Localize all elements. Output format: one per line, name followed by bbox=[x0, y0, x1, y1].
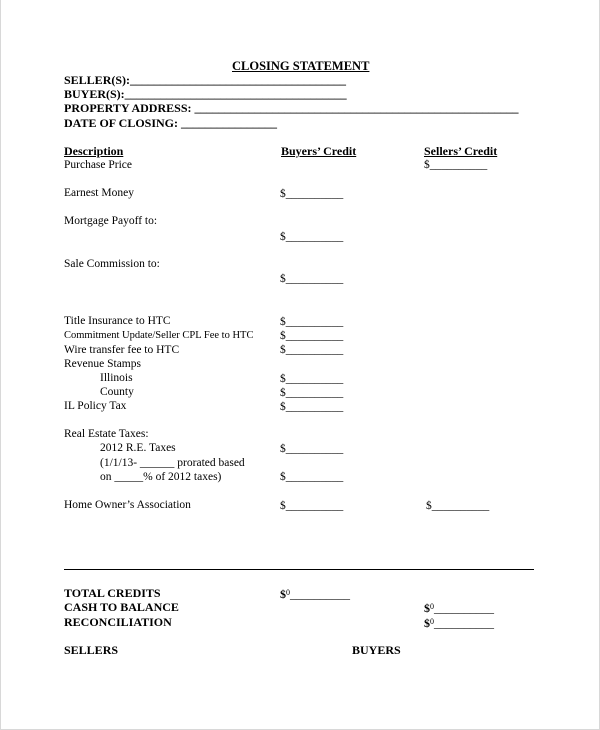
seller-blank[interactable]: ____________________________________ bbox=[130, 73, 347, 87]
purchase-price-seller-amount[interactable]: $__________ bbox=[424, 159, 488, 171]
row-2012-re-taxes: 2012 R.E. Taxes bbox=[100, 442, 176, 454]
wire-transfer-buyer-amount[interactable]: $__________ bbox=[280, 344, 344, 356]
property-address-blank[interactable]: ______________________________________________________ bbox=[194, 101, 519, 115]
seller-label: SELLER(S): bbox=[64, 73, 131, 87]
illinois-buyer-amount[interactable]: $__________ bbox=[280, 373, 344, 385]
column-sellers-credit: Sellers’ Credit bbox=[424, 144, 498, 158]
earnest-money-buyer-amount[interactable]: $__________ bbox=[280, 188, 344, 200]
column-description: Description bbox=[64, 144, 124, 158]
sellers-signature-label: SELLERS bbox=[64, 643, 119, 657]
row-il-policy-tax: IL Policy Tax bbox=[64, 400, 127, 412]
page-edge-left bbox=[0, 0, 1, 730]
date-of-closing-field bbox=[64, 116, 277, 130]
row-real-estate-taxes: Real Estate Taxes: bbox=[64, 428, 149, 440]
date-of-closing-blank[interactable]: ________________ bbox=[181, 116, 278, 130]
property-address-label: PROPERTY ADDRESS: bbox=[64, 101, 192, 115]
totals-divider bbox=[64, 569, 534, 570]
re-taxes-2012-buyer-amount[interactable]: $__________ bbox=[280, 443, 344, 455]
hoa-buyer-amount[interactable]: $__________ bbox=[280, 500, 344, 512]
reconciliation-dollar: $ bbox=[424, 616, 430, 630]
row-county: County bbox=[100, 386, 134, 398]
commitment-update-buyer-amount[interactable]: $__________ bbox=[280, 330, 344, 342]
column-buyers-credit: Buyers’ Credit bbox=[281, 144, 357, 158]
row-sale-commission: Sale Commission to: bbox=[64, 258, 160, 270]
reconciliation-underline: __________ bbox=[434, 616, 494, 630]
row-prorated-line1: (1/1/13- ______ prorated based bbox=[100, 457, 245, 469]
mortgage-payoff-buyer-amount[interactable]: $__________ bbox=[280, 231, 344, 243]
prorated-buyer-amount[interactable]: $__________ bbox=[280, 471, 344, 483]
row-commitment-update: Commitment Update/Seller CPL Fee to HTC bbox=[64, 330, 254, 341]
total-credits-value: 0 bbox=[286, 588, 290, 597]
cash-to-balance-seller-amount bbox=[424, 600, 494, 615]
row-purchase-price: Purchase Price bbox=[64, 159, 133, 171]
reconciliation-label: RECONCILIATION bbox=[64, 615, 172, 629]
cash-to-balance-dollar: $ bbox=[424, 601, 430, 615]
total-credits-label: TOTAL CREDITS bbox=[64, 586, 161, 600]
total-credits-buyer-amount bbox=[280, 586, 350, 601]
row-title-insurance: Title Insurance to HTC bbox=[64, 315, 171, 327]
buyer-blank[interactable]: _____________________________________ bbox=[124, 87, 347, 101]
reconciliation-value: 0 bbox=[430, 617, 434, 626]
row-wire-transfer: Wire transfer fee to HTC bbox=[64, 344, 180, 356]
row-hoa: Home Owner’s Association bbox=[64, 499, 191, 511]
buyer-label: BUYER(S): bbox=[64, 87, 125, 101]
seller-field bbox=[64, 73, 346, 87]
cash-to-balance-label: CASH TO BALANCE bbox=[64, 600, 179, 614]
row-earnest-money: Earnest Money bbox=[64, 187, 134, 199]
reconciliation-seller-amount bbox=[424, 615, 494, 630]
row-revenue-stamps: Revenue Stamps bbox=[64, 358, 141, 370]
date-of-closing-label: DATE OF CLOSING: bbox=[64, 116, 179, 130]
county-buyer-amount[interactable]: $__________ bbox=[280, 387, 344, 399]
sale-commission-buyer-amount[interactable]: $__________ bbox=[280, 273, 344, 285]
hoa-seller-amount[interactable]: $__________ bbox=[426, 500, 490, 512]
buyer-field bbox=[64, 87, 347, 101]
row-prorated-line2: on _____% of 2012 taxes) bbox=[100, 471, 222, 483]
buyers-signature-label: BUYERS bbox=[352, 643, 401, 657]
cash-to-balance-value: 0 bbox=[430, 602, 434, 611]
property-address-field bbox=[64, 101, 518, 115]
document-title: CLOSING STATEMENT bbox=[232, 59, 370, 73]
row-illinois: Illinois bbox=[100, 372, 133, 384]
total-credits-underline: __________ bbox=[290, 587, 350, 601]
title-insurance-buyer-amount[interactable]: $__________ bbox=[280, 316, 344, 328]
row-mortgage-payoff: Mortgage Payoff to: bbox=[64, 215, 158, 227]
total-credits-dollar: $ bbox=[280, 587, 286, 601]
cash-to-balance-underline: __________ bbox=[434, 601, 494, 615]
il-policy-tax-buyer-amount[interactable]: $__________ bbox=[280, 401, 344, 413]
